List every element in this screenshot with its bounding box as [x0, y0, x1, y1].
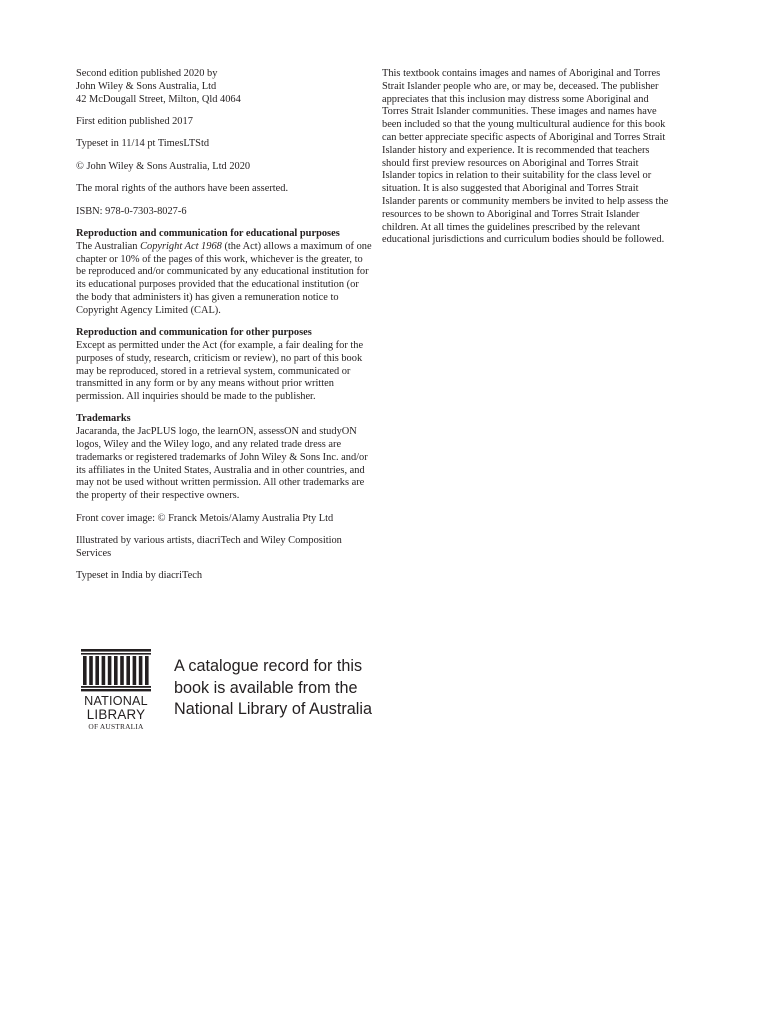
- repro-edu-text: [76, 241, 372, 316]
- repro-edu-text-post: (the Act) allows a maximum of one chapter or 10% of the pages of this work, whichever is the greater, to be reproduced and/or communicated by any educational institution for its educational purposes provided that the educational institution (or the body that administers it) has given a remuneration notice to Copyright Agency Limited (CAL).: [76, 240, 372, 316]
- edition-line-1: Second edition published 2020 by: [76, 68, 218, 79]
- nla-logo-word-library: LIBRARY: [86, 707, 146, 722]
- illustration-credit: Illustrated by various artists, diacriTech and Wiley Composition Services: [76, 535, 342, 559]
- nla-text-line-1: A catalogue record for this: [174, 657, 363, 675]
- nla-logo-word-australia: OF AUSTRALIA: [88, 722, 144, 731]
- copyright-notice: © John Wiley & Sons Australia, Ltd 2020: [76, 160, 251, 172]
- front-cover-credit: Front cover image: © Franck Metois/Alamy Australia Pty Ltd: [76, 512, 334, 524]
- moral-rights: The moral rights of the authors have been asserted.: [76, 183, 289, 195]
- cultural-notice: This textbook contains images and names of Aboriginal and Torres Strait Islander people who are, or may be, deceased. The publisher appreciates that this inclusion may distress some Aboriginal and Torres Strait Islander communities. These images and names have been included so that the young multicultural audience for this book can better appreciate specific aspects of Aboriginal and Torres Strait Islander history and experience. It is recommended that teachers should first preview resources on Aboriginal and Torres Strait Islander topics in relation to their suitability for the class level or situation. It is also suggested that Aboriginal and Torres Strait Islander parents or community members be invited to help assess the resources to be shown to Aboriginal and Torres Strait Islander children. At all times the guidelines prescribed by the relevant educational jurisdictions and curriculum bodies should be followed.: [382, 68, 669, 246]
- repro-edu-text-pre: The Australian: [76, 240, 141, 252]
- trademarks-text: Jacaranda, the JacPLUS logo, the learnON, assessON and studyON logos, Wiley and the Wiley logo, and any related trade dress are trademarks or registered trademarks of John Wiley & Sons Inc. and/or its affiliates in the United States, Australia and in other countries, and may not be used without written permission. All other trademarks are the property of their respective owners.: [76, 426, 368, 502]
- repro-other-section: [76, 327, 372, 404]
- nla-logo-word-national: NATIONAL: [84, 694, 148, 708]
- repro-edu-heading: Reproduction and communication for educational purposes: [76, 227, 340, 239]
- typeset-india: Typeset in India by diacriTech: [76, 570, 203, 582]
- copyright-act-title: Copyright Act 1968: [140, 240, 222, 252]
- repro-other-text: Except as permitted under the Act (for example, a fair dealing for the purposes of study, research, criticism or review), no part of this book may be reproduced, stored in a retrieval system, communicated or transmitted in any form or by any means without prior written permission. All inquiries should be made to the publisher.: [76, 339, 364, 403]
- nla-logo: [78, 648, 154, 734]
- nla-catalogue-text: [174, 656, 424, 721]
- nla-catalogue-block: [78, 648, 418, 734]
- trademarks-heading: Trademarks: [76, 413, 131, 425]
- isbn: ISBN: 978-0-7303-8027-6: [76, 205, 187, 217]
- repro-edu-section: [76, 228, 372, 318]
- nla-text-line-2: book is available from the: [174, 678, 358, 697]
- edition-block: [76, 68, 372, 106]
- nla-text-line-3: National Library of Australia: [174, 700, 372, 718]
- imprint-column: [76, 68, 372, 593]
- first-edition: First edition published 2017: [76, 115, 193, 127]
- nla-building-icon: [78, 648, 154, 694]
- edition-line-3: 42 McDougall Street, Milton, Qld 4064: [76, 93, 241, 105]
- cultural-notice-column: [382, 68, 674, 257]
- edition-line-2: John Wiley & Sons Australia, Ltd: [76, 80, 217, 92]
- typeset-info: Typeset in 11/14 pt TimesLTStd: [76, 138, 210, 150]
- trademarks-section: [76, 413, 372, 503]
- repro-other-heading: Reproduction and communication for other purposes: [76, 327, 312, 339]
